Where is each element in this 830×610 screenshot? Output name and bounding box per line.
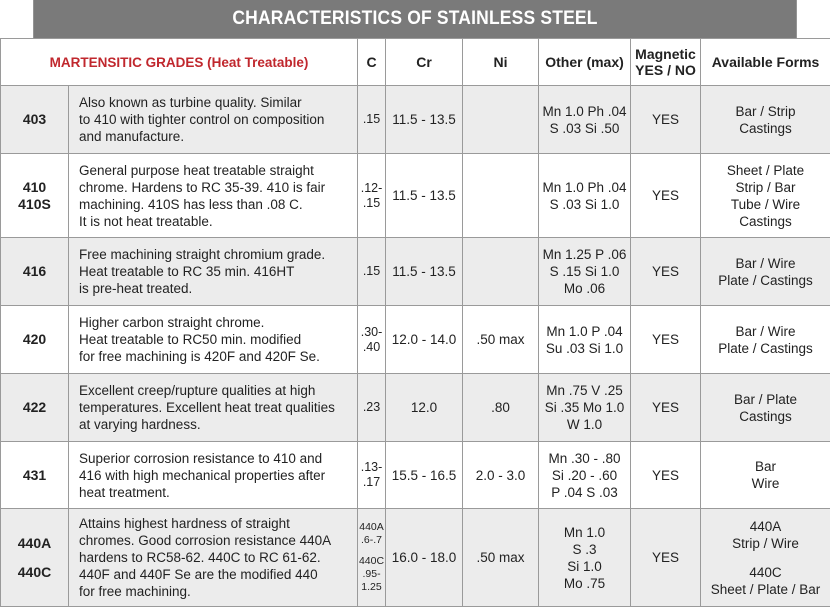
other-cell <box>539 374 631 442</box>
grade-label: 416 <box>22 263 47 279</box>
chromium-cell: 11.5 - 13.5 <box>386 238 463 306</box>
forms-cell <box>701 306 830 374</box>
table-row <box>1 442 830 509</box>
carbon-cell <box>358 154 386 238</box>
description-line: heat treatment. <box>79 484 170 500</box>
forms-line: 440A <box>749 518 782 534</box>
description-cell <box>69 509 358 607</box>
description-line: Heat treatable to RC50 min. modified <box>79 332 302 347</box>
description-cell <box>69 238 358 306</box>
magnetic-cell: YES <box>631 238 701 306</box>
carbon-value: .95- <box>362 568 381 580</box>
forms-line: 440C <box>749 564 782 580</box>
other-cell <box>539 306 631 374</box>
other-line: S .3 <box>572 541 597 557</box>
other-line: S .15 Si 1.0 <box>549 264 620 279</box>
description-line: Attains highest hardness of straight <box>79 516 290 531</box>
carbon-value: 440A <box>359 521 384 533</box>
forms-line: Strip / Wire <box>732 535 799 551</box>
magnetic-header-line2: YES / NO <box>635 62 696 78</box>
nickel-cell: .80 <box>463 374 539 442</box>
carbon-cell <box>358 509 386 607</box>
description-line: 440F and 440F Se are the modified 440 <box>79 567 318 582</box>
column-header-other: Other (max) <box>539 39 631 86</box>
other-cell <box>539 442 631 509</box>
chromium-cell: 12.0 <box>386 374 463 442</box>
magnetic-cell: YES <box>631 442 701 509</box>
forms-line: Sheet / Plate <box>726 162 805 178</box>
description-line: hardens to RC58-62. 440C to RC 61-62. <box>79 550 321 565</box>
carbon-value: .23 <box>362 400 381 414</box>
carbon-value: .15 <box>362 264 381 278</box>
other-line: Mo .06 <box>563 281 606 296</box>
other-cell <box>539 86 631 154</box>
grade-label: 440A <box>17 534 52 551</box>
description-line: Superior corrosion resistance to 410 and <box>79 450 323 466</box>
nickel-cell <box>463 154 539 238</box>
grade-cell <box>1 154 69 238</box>
grade-label: 403 <box>22 111 47 127</box>
description-line: at varying hardness. <box>79 417 201 432</box>
carbon-cell <box>358 306 386 374</box>
column-header-ni: Ni <box>463 39 539 86</box>
other-line: Si 1.0 <box>567 558 602 574</box>
forms-line: Bar / Plate <box>734 391 798 407</box>
other-line: Mo .75 <box>563 575 606 591</box>
column-header-forms: Available Forms <box>701 39 830 86</box>
description-line: to 410 with tighter control on composition <box>79 112 325 127</box>
description-cell <box>69 442 358 509</box>
carbon-value: .15 <box>362 112 381 126</box>
carbon-value: .12- <box>360 180 383 195</box>
description-cell <box>69 306 358 374</box>
table-row <box>1 509 830 607</box>
chromium-cell: 11.5 - 13.5 <box>386 154 463 238</box>
forms-line: Sheet / Plate / Bar <box>710 581 821 597</box>
description-line: machining. 410S has less than .08 C. <box>79 196 303 212</box>
grade-label: 420 <box>22 331 47 347</box>
description-line: Heat treatable to RC 35 min. 416HT <box>79 264 295 279</box>
description-line: General purpose heat treatable straight <box>79 162 314 178</box>
other-line: S .03 Si 1.0 <box>549 196 620 212</box>
carbon-cell <box>358 442 386 509</box>
forms-cell <box>701 86 830 154</box>
other-line: S .03 Si .50 <box>549 120 620 136</box>
description-line: It is not heat treatable. <box>79 213 213 229</box>
grade-cell <box>1 86 69 154</box>
grade-label: 431 <box>22 466 47 483</box>
column-header-cr: Cr <box>386 39 463 86</box>
table-row <box>1 374 830 442</box>
description-line: for free machining. <box>79 584 191 599</box>
forms-cell <box>701 374 830 442</box>
other-cell <box>539 238 631 306</box>
forms-line: Strip / Bar <box>735 179 796 195</box>
other-line: Mn .30 - .80 <box>548 450 621 466</box>
magnetic-cell: YES <box>631 306 701 374</box>
description-cell <box>69 86 358 154</box>
chromium-cell: 15.5 - 16.5 <box>386 442 463 509</box>
other-line: Mn .75 V .25 <box>546 383 623 398</box>
grade-cell <box>1 509 69 607</box>
description-cell <box>69 154 358 238</box>
forms-line: Castings <box>739 408 792 424</box>
column-header-magnetic <box>631 39 701 86</box>
description-line: chromes. Good corrosion resistance 440A <box>79 533 332 548</box>
carbon-cell <box>358 86 386 154</box>
description-cell <box>69 374 358 442</box>
other-line: Mn 1.0 Ph .04 <box>542 103 627 119</box>
grade-label: 422 <box>22 399 47 415</box>
chromium-cell: 12.0 - 14.0 <box>386 306 463 374</box>
description-line: for free machining is 420F and 420F Se. <box>79 349 320 364</box>
magnetic-cell: YES <box>631 86 701 154</box>
other-line: W 1.0 <box>566 417 603 432</box>
grade-cell <box>1 306 69 374</box>
table-row <box>1 238 830 306</box>
description-line: chrome. Hardens to RC 35-39. 410 is fair <box>79 179 326 195</box>
grade-label: 410 <box>22 178 47 195</box>
grade-cell <box>1 442 69 509</box>
column-header-c: C <box>358 39 386 86</box>
magnetic-header-line1: Magnetic <box>635 46 696 62</box>
forms-cell <box>701 509 830 607</box>
forms-line: Wire <box>751 476 780 491</box>
carbon-cell <box>358 238 386 306</box>
other-line: Su .03 Si 1.0 <box>545 340 624 356</box>
forms-line: Plate / Castings <box>718 340 813 356</box>
forms-line: Plate / Castings <box>718 272 813 288</box>
grade-cell <box>1 374 69 442</box>
magnetic-cell: YES <box>631 509 701 607</box>
chromium-cell: 16.0 - 18.0 <box>386 509 463 607</box>
other-line: Si .35 Mo 1.0 <box>544 400 625 415</box>
group-header: MARTENSITIC GRADES (Heat Treatable) <box>1 39 358 86</box>
nickel-cell: .50 max <box>463 306 539 374</box>
carbon-value: .13- <box>360 460 383 474</box>
table-row <box>1 154 830 238</box>
other-line: Mn 1.0 Ph .04 <box>542 179 627 195</box>
nickel-cell <box>463 86 539 154</box>
forms-line: Bar / Wire <box>735 255 796 271</box>
forms-cell <box>701 238 830 306</box>
magnetic-cell: YES <box>631 374 701 442</box>
carbon-value: 1.25 <box>361 581 382 593</box>
grade-label: 410S <box>18 195 51 212</box>
steel-characteristics-table <box>0 38 830 607</box>
chromium-cell: 11.5 - 13.5 <box>386 86 463 154</box>
grade-cell <box>1 238 69 306</box>
description-line: 416 with high mechanical properties after <box>79 467 326 483</box>
carbon-value: 440C <box>358 555 385 567</box>
other-line: Si .20 - .60 <box>551 467 618 483</box>
table-row <box>1 306 830 374</box>
forms-line: Castings <box>739 213 792 229</box>
carbon-value: .40 <box>362 339 381 354</box>
other-line: P .04 S .03 <box>551 484 618 500</box>
grade-label: 440C <box>17 563 52 580</box>
other-line: Mn 1.25 P .06 <box>542 247 627 262</box>
forms-line: Bar / Strip <box>735 103 796 119</box>
magnetic-cell: YES <box>631 154 701 238</box>
forms-cell <box>701 154 830 238</box>
other-cell <box>539 154 631 238</box>
header-row <box>1 39 830 86</box>
description-line: temperatures. Excellent heat treat qualities <box>79 400 335 415</box>
other-line: Mn 1.0 <box>563 524 606 540</box>
forms-cell <box>701 442 830 509</box>
description-line: Also known as turbine quality. Similar <box>79 95 302 110</box>
page-title: CHARACTERISTICS OF STAINLESS STEEL <box>33 0 797 38</box>
description-line: is pre-heat treated. <box>79 281 193 296</box>
other-line: Mn 1.0 P .04 <box>546 323 623 339</box>
description-line: Higher carbon straight chrome. <box>79 315 265 330</box>
nickel-cell <box>463 238 539 306</box>
description-line: and manufacture. <box>79 129 185 144</box>
carbon-value: .6-.7 <box>361 534 383 546</box>
table-row <box>1 86 830 154</box>
carbon-value: .15 <box>362 195 381 210</box>
description-line: Excellent creep/rupture qualities at high <box>79 383 316 398</box>
carbon-value: .17 <box>362 475 381 489</box>
forms-line: Bar / Wire <box>735 323 796 339</box>
carbon-cell <box>358 374 386 442</box>
forms-line: Bar <box>755 459 777 474</box>
forms-line: Tube / Wire <box>730 196 801 212</box>
carbon-value: .30- <box>360 324 383 339</box>
nickel-cell: 2.0 - 3.0 <box>463 442 539 509</box>
forms-line: Castings <box>739 120 792 136</box>
nickel-cell: .50 max <box>463 509 539 607</box>
description-line: Free machining straight chromium grade. <box>79 247 326 262</box>
other-cell <box>539 509 631 607</box>
